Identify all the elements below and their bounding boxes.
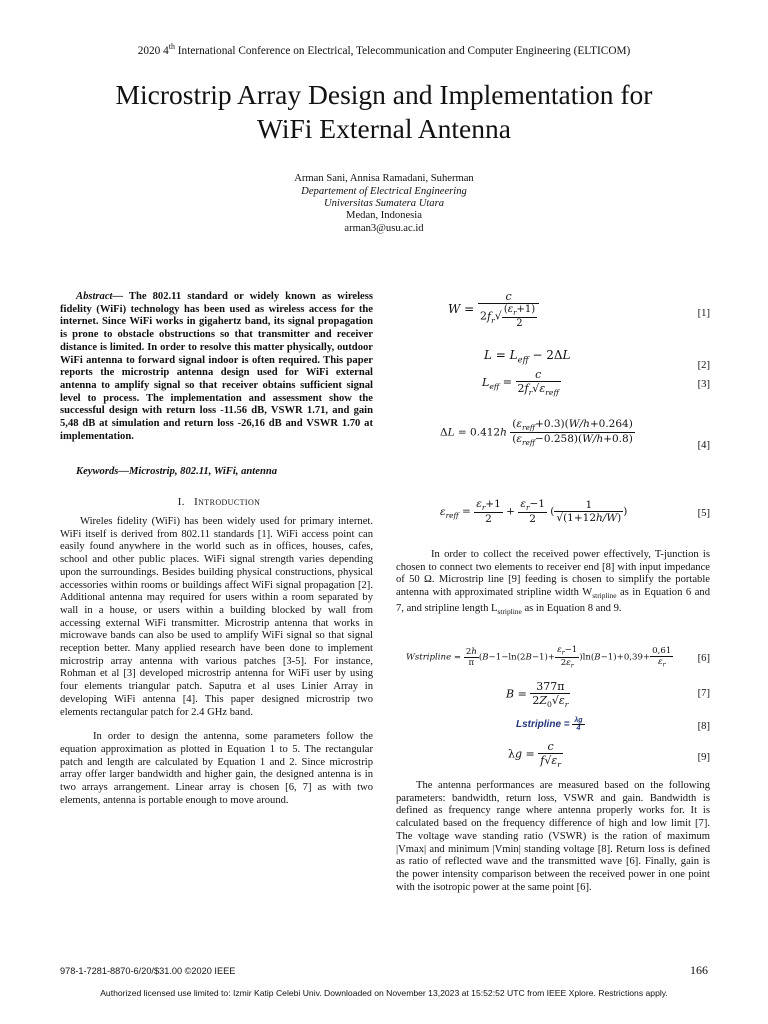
right-p1-text: In order to collect the received power effectively, T-junction is chosen to connect two elements to receiver end [8] with input impedance of 50 Ω. Microstrip line [9] feeding is chosen to simplify the portable antenna with approximated stripline width W xyxy=(396,549,710,599)
right-p1-end: as in Equation 8 and 9. xyxy=(521,602,622,614)
equation-6: Wstripline = $\frac{2h}{\pi}$ (B−1−ln(2B−1)+ $\frac{\varepsilon_r-1}{2\varepsilon_r}$ )ln(B−1)+0,39+ $\frac{0,61}{\varepsilon_r}$ [6] xyxy=(406,645,710,670)
eq-number-8: [8] xyxy=(697,721,710,732)
right-paragraph-2: The antenna performances are measured based on the following parameters: bandwidth, return loss, VSWR and gain. Bandwidth is defined as frequency range where antenna properly works for. It is calculated based on the frequency difference of high and low limit [7]. The voltage wave standing ratio (VSWR) is the ration of maximum |Vmax| and minimum |Vmin| standing voltage [8]. Return loss is defined as ratio of reflected wave and the transmitted wave [6]. Finally, gain is the power intensity comparison between the received power in one point with the isotropic power at the same point [6]. xyxy=(396,780,710,893)
right-paragraph-1 xyxy=(396,549,710,619)
right-p1-sub2: stripline xyxy=(497,607,522,617)
abstract xyxy=(60,291,373,443)
authors: Arman Sani, Annisa Ramadani, Suherman xyxy=(294,173,474,184)
eq-number-6: [6] xyxy=(697,653,710,664)
equation-8: Lstripline = $\frac{\lambda g}{4}$ [8] xyxy=(516,717,710,732)
department: Departement of Electrical Engineering xyxy=(301,186,467,197)
right-p1-sub1: stripline xyxy=(592,591,617,601)
equation-5: $\varepsilon_{reff}$ = $\frac{\varepsilon_r+1}{2}$ + $\frac{\varepsilon_r-1}{2}$ ( $\frac{1}{√(1+12h/W)}$ ) [5] xyxy=(440,498,710,526)
license-notice: Authorized licensed use limited to: Izmir Katip Celebi Univ. Downloaded on November 13,2023 at 15:52:52 UTC from IEEE Xplore. Restrictions apply. xyxy=(100,988,668,998)
title-line-2: WiFi External Antenna xyxy=(257,113,511,144)
equation-1: W = c $2f_r√$ $\frac{(\varepsilon_r+1)}{2}$ [1] xyxy=(448,290,710,329)
right-p1-mid: as in Equation 6 and 7, and stripline length L xyxy=(396,587,710,614)
section-title: Introduction xyxy=(194,496,261,508)
equation-7: B = $\frac{377\pi}{2Z_0√\varepsilon_r}$ [7] xyxy=(506,680,710,710)
equation-4: ΔL = 0.412h $\frac{(\varepsilon_{reff}+0.3)(W/h+0.264)}{(\varepsilon_{reff}-0.258)(W/h+0.8)}$ [4] xyxy=(440,418,710,451)
eq-number-9: [9] xyxy=(697,752,710,763)
eq-number-1: [1] xyxy=(697,308,710,319)
intro-paragraph-1: Wireles fidelity (WiFi) has been widely used for primary internet. WiFi itself is derived from 802.11 standards [1]. WiFi access point can easily found anywhere in the world such as in offices, houses, cafes, school and other public places. WiFi signal strength varies depending upon the surroundings. Besides building physical constructions, physical accessories within rooms or buildings affect WiFi signal propagation [2]. Additional antenna may required for users within a room separated by wall in a house, or users within a building blocked by wall from accessing external WiFi transmitter. Microstrip antenna that works in microwave bands can also be used to amplify WiFi signal so that signal reception better. Many applied research have been done to implement microstrip array antenna with various patches [3-5]. For instance, Rohman et al [3] developed microstrip antenna for WiFi user by using four elements triangular patch. Saputra et al uses Linier Array in developing WiFi antenna [4]. This paper designed microstrip two elements rectangular patch for 2.4 GHz band. xyxy=(60,516,373,718)
footer-isbn: 978-1-7281-8870-6/20/$31.00 ©2020 IEEE xyxy=(60,966,236,976)
abstract-label: Abstract— xyxy=(76,291,124,302)
eq-number-4: [4] xyxy=(697,440,710,451)
section-number: I. xyxy=(177,496,185,508)
equation-3: $L_{eff}$ = $\frac{c}{2f_r√\varepsilon_{reff}}$ [3] xyxy=(482,368,710,398)
location: Medan, Indonesia xyxy=(346,210,422,221)
keywords: Keywords—Microstrip, 802.11, WiFi, antenna xyxy=(76,466,278,477)
section-heading xyxy=(60,496,378,508)
equation-2: $L = L_{eff} - 2\Delta L$ [2] xyxy=(484,348,710,371)
intro-paragraph-2: In order to design the antenna, some parameters follow the equation approximation as plotted in Equation 1 to 5. The rectangular patch and length are calculated by Equation 1 and 2. Since microstrip array offer larger bandwidth and higher gain, the designed antenna is in two arrays arrangement. Linear array is chosen [6, 7] as with two elements, antenna is portable enough to move around. xyxy=(60,731,373,806)
email[interactable]: arman3@usu.ac.id xyxy=(344,223,424,234)
page-number: 166 xyxy=(690,963,708,977)
abstract-text: The 802.11 standard or widely known as wireless fidelity (WiFi) technology has been used as wireless access for the internet. Since WiFi works in gigahertz band, its signal propagation is prone to obstacle obstructions so that transmitter and receiver distance is limited. In order to resolve this matter physically, outdoor WiFi antenna to forward signal indoor is often required. This paper reports the microstrip antenna design used for WiFi external antenna to amplify signal so that receiver obtains sufficient signal level to process. The implementation and assessment show the successful design with return loss -11.56 dB, VSWR 1.71, and gain 5,48 dB at simulation and return loss -26,16 dB and VSWR 1.70 at implementation. xyxy=(60,291,373,442)
paper-title xyxy=(40,78,728,146)
equation-9: λg = $\frac{c}{f√\varepsilon_r}$ [9] xyxy=(508,740,710,770)
eq-number-2: [2] xyxy=(697,360,710,371)
university: Universitas Sumatera Utara xyxy=(323,198,445,209)
conference-header: 2020 4th International Conference on Electrical, Telecommunication and Computer Engineering (ELTICOM) xyxy=(137,42,631,57)
intro-column xyxy=(60,516,373,807)
title-line-1: Microstrip Array Design and Implementation for xyxy=(115,79,653,110)
eq-number-3: [3] xyxy=(697,379,710,390)
eq-number-7: [7] xyxy=(697,688,710,699)
eq-number-5: [5] xyxy=(697,508,710,519)
